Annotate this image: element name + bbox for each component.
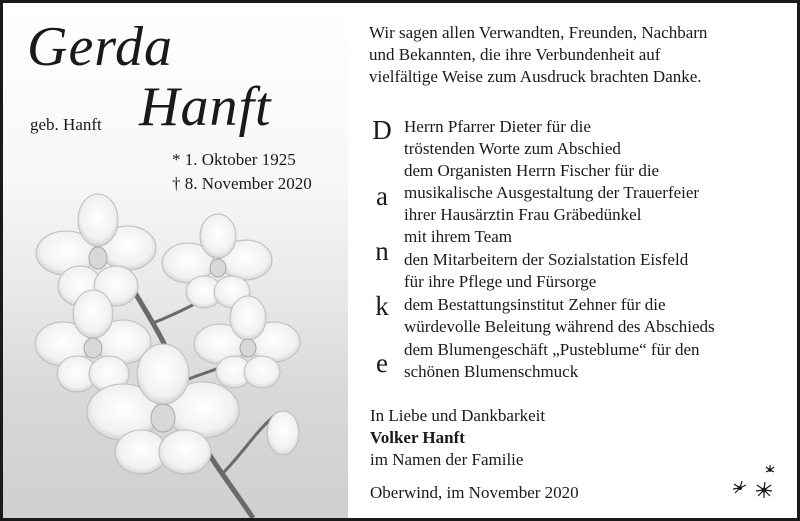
signer-name: Volker Hanft: [370, 428, 465, 447]
thanks-entry: dem Blumengeschäft „Pusteblume“ für den schönen Blumenschmuck: [404, 340, 700, 381]
intro-text: [369, 22, 779, 88]
death-date: † 8. November 2020: [172, 174, 312, 193]
thanks-entry: ihrer Hausärztin Frau Gräbedünkel mit ihrem Team: [404, 205, 642, 246]
thanks-entry: den Mitarbeitern der Sozialstation Eisfeld für ihre Pflege und Fürsorge: [404, 250, 689, 291]
orchid-flowers-icon: [3, 183, 348, 518]
last-name: Hanft: [139, 76, 272, 138]
dandelion-icon: [730, 460, 780, 500]
first-name: Gerda: [27, 16, 174, 78]
place-date: Oberwind, im November 2020: [370, 483, 579, 502]
maiden-name: geb. Hanft: [30, 115, 102, 134]
danke-letter: a: [376, 181, 388, 211]
danke-letter: n: [375, 236, 389, 266]
thanks-entry: dem Bestattungsinstitut Zehner für die würdevolle Beleitung während des Abschieds: [404, 295, 715, 336]
danke-letter: D: [372, 115, 392, 145]
intro-line: Wir sagen allen Verwandten, Freunden, Nachbarn: [369, 23, 708, 42]
intro-line: vielfältige Weise zum Ausdruck brachten Danke.: [369, 67, 702, 86]
thanks-entry: Herrn Pfarrer Dieter für die tröstenden Worte zum Abschied: [404, 117, 621, 158]
danke-letter: k: [375, 291, 389, 321]
danke-letter: e: [376, 348, 388, 378]
birth-date: * 1. Oktober 1925: [172, 150, 296, 169]
closing-salutation: In Liebe und Dankbarkeit: [370, 406, 546, 425]
intro-line: und Bekannten, die ihre Verbundenheit auf: [369, 45, 661, 64]
family-line: im Namen der Familie: [370, 450, 524, 469]
thanks-entry: dem Organisten Herrn Fischer für die musikalische Ausgestaltung der Trauerfeier: [404, 161, 700, 202]
left-panel: [3, 3, 348, 518]
